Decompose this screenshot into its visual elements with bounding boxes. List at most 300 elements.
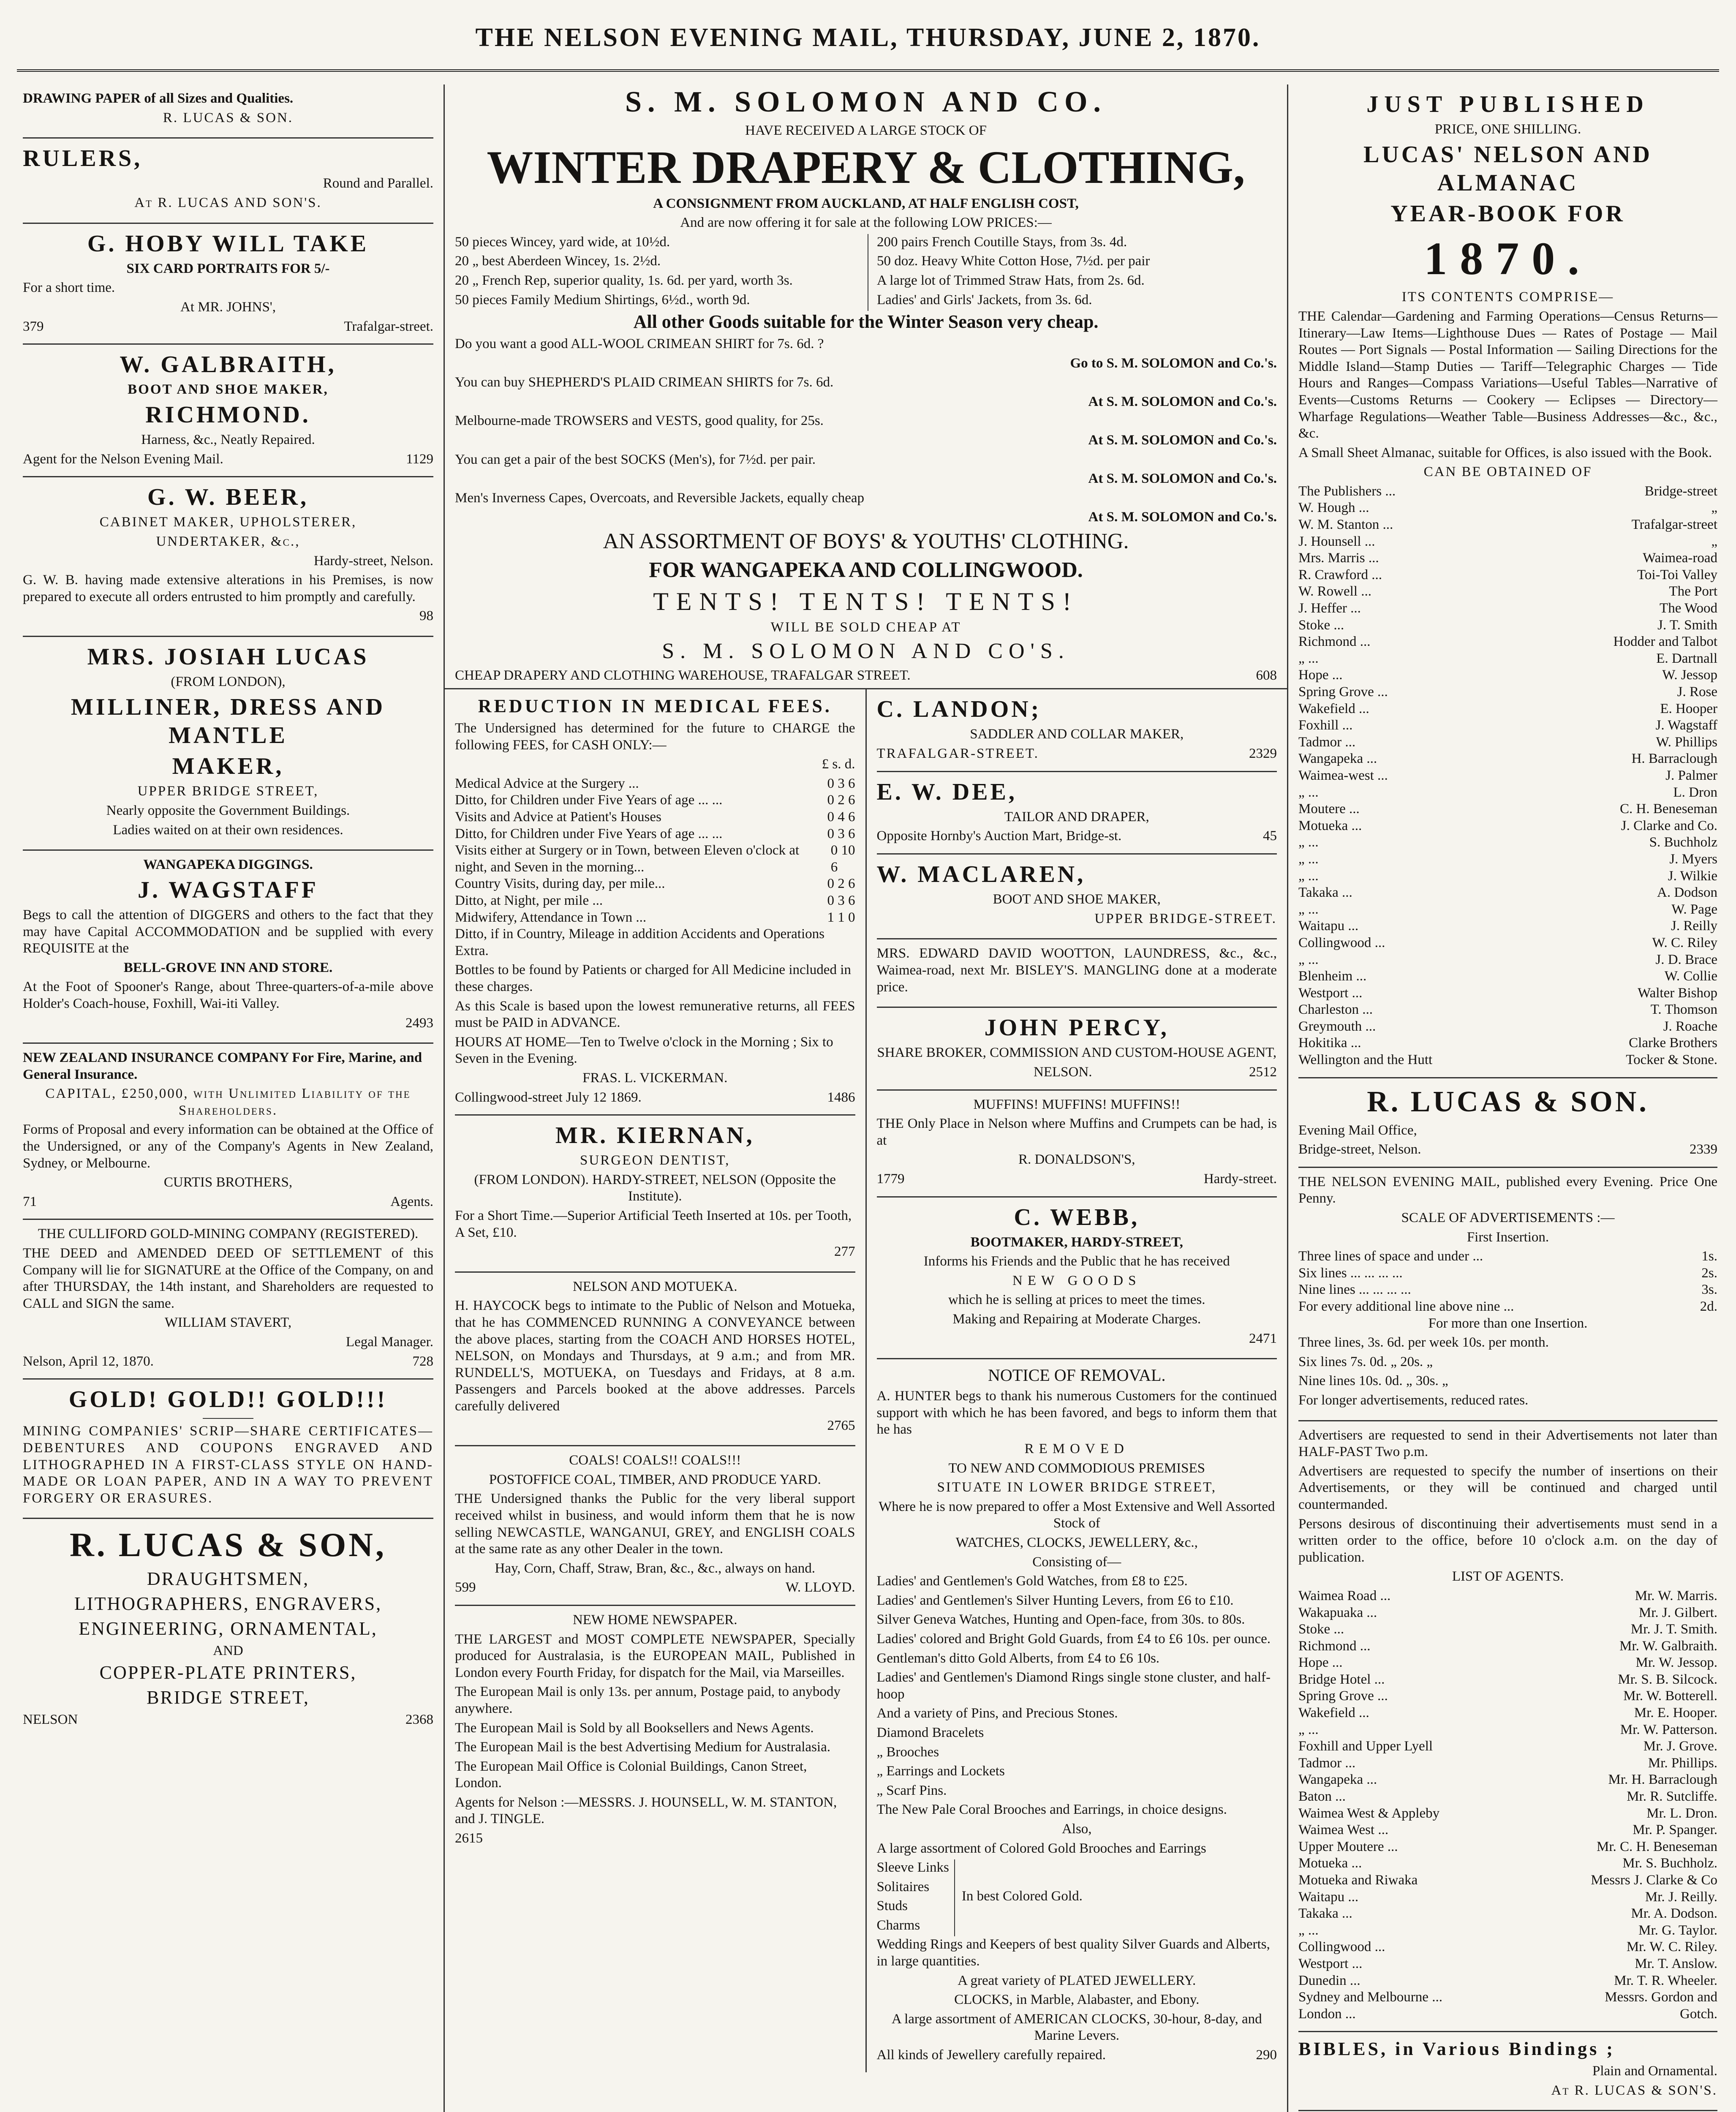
row-value: Mr. C. H. Beneseman [1597,1839,1717,1854]
row-label: Waitapu ... [1298,918,1359,934]
ad-text: HAVE RECEIVED A LARGE STOCK OF [745,123,987,138]
list-item: The New Pale Coral Brooches and Earrings, in choice designs. [876,1802,1227,1818]
row-label: Three lines of space and under ... [1298,1249,1483,1264]
ad-text: For a Short Time.—Superior Artificial Teeth Inserted at 10s. per Tooth, A Set, £10. [455,1208,852,1240]
row-label: „ ... [1298,1722,1319,1737]
offer-answer: At S. M. SOLOMON and Co.'s. [1088,471,1277,487]
agent-row [1298,583,1717,600]
ad-headline: WINTER DRAPERY & CLOTHING, [487,141,1245,193]
ad-signature: At R. LUCAS AND SON'S. [134,195,322,210]
row-value: Mr. H. Barraclough [1608,1772,1717,1788]
ad-text: Advertisers are requested to specify the number of insertions on their Advertisements, or they will be continued and charged until countermanded. [1298,1463,1717,1512]
row-value: Mr. G. Taylor. [1638,1922,1717,1938]
row-value: Mr. W. Patterson. [1620,1722,1717,1737]
agent-row [1298,818,1717,835]
ad-text: SADDLER AND COLLAR MAKER, [970,727,1184,742]
ad-text: Opposite Hornby's Auction Mart, Bridge-st. [876,828,1122,844]
ad-text: R. DONALDSON'S, [1018,1152,1135,1168]
agent-row [1298,1805,1717,1822]
ad-text: Legal Manager. [346,1334,433,1350]
fee-value: 0 3 6 [827,826,855,841]
fee-value: 0 3 6 [827,776,855,791]
row-value: Mr. S. B. Silcock. [1618,1671,1717,1687]
ad-text: Forms of Proposal and every information can be obtained at the Office of the Undersigned, or any of the Company's Agents in New Zealand, Sydney, or Melbourne. [23,1122,433,1171]
row-value: Mr. J. Gilbert. [1638,1605,1717,1620]
row-label: Westport ... [1298,985,1363,1001]
row-value: Mr. S. Buchholz. [1622,1856,1717,1871]
row-label: Foxhill ... [1298,718,1353,733]
fee-item: Ditto, at Night, per mile ... [455,893,603,908]
ad-heading: SCALE OF ADVERTISEMENTS :— [1401,1210,1615,1226]
row-label: R. Crawford ... [1298,567,1382,582]
row-label: Stoke ... [1298,617,1344,633]
ad-text: Ditto, if in Country, Mileage in addition Accidents and Operations Extra. [455,926,824,958]
list-item: „ Scarf Pins. [876,1783,947,1798]
row-label: Wakefield ... [1298,701,1369,716]
row-value: Mr. J. Reilly. [1645,1889,1717,1905]
ad-number: 2765 [827,1418,855,1433]
ad-text: which he is selling at prices to meet the times. [948,1292,1205,1308]
agent-list [1298,483,1717,1069]
offer-answer: Go to S. M. SOLOMON and Co.'s. [1070,355,1277,371]
ad-text: AN ASSORTMENT OF BOYS' & YOUTHS' CLOTHING. [603,529,1129,553]
ad-solomon [445,84,1287,684]
agent-row [1298,1772,1717,1788]
ad-text: BELL-GROVE INN AND STORE. [123,960,333,975]
agent-row [1298,1939,1717,1956]
ad-text: Begs to call the attention of DIGGERS and others to the fact that they may have Capital ACCOMMODATION and be supplied with every REQUISITE at the [23,907,433,956]
ad-scale [1298,1168,1717,1421]
agent-row [1298,1989,1717,2006]
ad-text: COPPER-PLATE PRINTERS, [99,1662,357,1683]
ad-text: MRS. EDWARD DAVID WOOTTON, LAUNDRESS, &c., &c., Waimea-road, next Mr. BISLEY'S. MANGLING done at a moderate price. [876,946,1277,995]
offer-question: Melbourne-made TROWSERS and VESTS, good quality, for 25s. [455,413,824,429]
agent-row [1298,1018,1717,1035]
fee-item: Visits and Advice at Patient's Houses [455,809,661,825]
ad-text: DRAWING PAPER of all Sizes and Qualities. [23,91,294,106]
ad-dee [877,772,1277,855]
row-label: „ ... [1298,868,1319,884]
row-label: J. Hounsell ... [1298,533,1375,549]
ad-text: H. HAYCOCK begs to intimate to the Public of Nelson and Motueka, that he has COMMENCED RUNNING A CONVEYANCE between the above places, starting from the COACH AND HORSES HOTEL, NELSON, on Mondays and Thursdays, at 9 a.m.; and from MR. RUNDELL'S, MOTUEKA, on Tuesdays and Fridays, at 8 a.m. Passengers and Parcels booked at the above addresses. Parcels carefully delivered [455,1298,855,1414]
agent-row [1298,985,1717,1002]
row-label: Tadmor ... [1298,1755,1356,1771]
ad-heading: RULERS, [23,145,143,172]
row-label: For every additional line above nine ... [1298,1299,1514,1314]
row-value: 2s. [1701,1265,1717,1281]
ad-text: HOURS AT HOME—Ten to Twelve o'clock in the Morning ; Six to Seven in the Evening. [455,1034,833,1067]
rate-row [1298,1282,1717,1298]
ad-text: Evening Mail Office, [1298,1122,1417,1138]
ad-text: First Insertion. [1467,1229,1549,1245]
offer-question: You can buy SHEPHERD'S PLAID CRIMEAN SHIRTS for 7s. 6d. [455,375,834,390]
row-label: Wangapeka ... [1298,751,1377,767]
row-label: Hope ... [1298,1655,1343,1671]
row-value: Gotch. [1680,2006,1717,2022]
ad-text: Agents for Nelson :—MESSRS. J. HOUNSELL, W. M. STANTON, and J. TINGLE. [455,1794,837,1827]
ad-text: A CONSIGNMENT FROM AUCKLAND, AT HALF ENGLISH COST, [653,196,1079,211]
ad-text: At MR. JOHNS', [180,299,276,315]
row-value: 3s. [1701,1282,1717,1298]
ad-text: TAILOR AND DRAPER, [1004,809,1149,825]
ad-text: Hay, Corn, Chaff, Straw, Bran, &c., &c., always on hand. [495,1560,816,1576]
ad-address: Trafalgar-street. [344,318,433,334]
row-label: Waimea West ... [1298,1822,1389,1838]
ad-text: All kinds of Jewellery carefully repaired. [876,2047,1106,2063]
row-value: Mr. T. Anslow. [1635,1956,1717,1971]
list-item: „ Brooches [876,1744,939,1760]
row-label: W. Rowell ... [1298,584,1371,599]
agent-row [1298,784,1717,801]
masthead: THE NELSON EVENING MAIL, THURSDAY, JUNE 2, 1870. [17,6,1719,72]
row-label: Waimea-west ... [1298,768,1388,783]
agent-row [1298,1822,1717,1839]
row-label: London ... [1298,2006,1356,2022]
agent-row [1298,868,1717,885]
agent-row [1298,1922,1717,1939]
ad-text: A. HUNTER begs to thank his numerous Customers for the continued support with which he has been favored, and begs to inform them that he has [876,1388,1277,1437]
ad-text: BOOT AND SHOE MAKER, [993,892,1161,907]
ad-heading: YEAR-BOOK FOR [1390,201,1625,227]
row-value: Messrs. Gordon and [1605,1990,1717,2005]
ad-number: 728 [412,1353,433,1369]
ad-text: The European Mail Office is Colonial Buildings, Canon Street, London. [455,1758,807,1791]
rate-row [1298,1298,1717,1315]
ad-heading: MR. KIERNAN, [555,1122,755,1149]
ad-heading: NEW HOME NEWSPAPER. [572,1612,737,1628]
list-item: Solitaires [876,1879,930,1894]
ad-number: 98 [419,608,433,624]
ad-text: Hardy-street. [1203,1171,1277,1187]
row-value: J. Roache [1663,1018,1717,1034]
row-label: Waimea Road ... [1298,1588,1391,1603]
row-value: J. Wilkie [1668,868,1717,884]
ad-text: SHARE BROKER, COMMISSION AND CUSTOM-HOUSE AGENT, [877,1045,1277,1061]
row-value: Walter Bishop [1638,985,1717,1001]
ad-text: UPPER BRIDGE-STREET. [1094,911,1277,926]
row-value: Messrs J. Clarke & Co [1591,1872,1717,1888]
ad-text: CABINET MAKER, UPHOLSTERER, [99,514,357,530]
ad-text: CAPITAL, £250,000, with Unlimited Liability of the Shareholders. [45,1086,411,1118]
ad-text: FOR WANGAPEKA AND COLLINGWOOD. [649,558,1083,582]
column-4 [1288,84,1728,2112]
ad-text: RICHMOND. [145,401,311,428]
agent-row [1298,801,1717,818]
ad-text: THE Undersigned thanks the Public for the very liberal support received whilst in business, and would inform them that he is now selling NEWCASTLE, WANGANUI, GREY, and ENGLISH COALS at the same rate as any other Dealer in the town. [455,1491,855,1557]
ad-number: 45 [1263,828,1277,844]
agent-row [1298,1973,1717,1990]
ad-text: Nine lines 10s. 0d. „ 30s. „ [1298,1373,1448,1389]
ad-text: THE LARGEST and MOST COMPLETE NEWSPAPER, Specially produced for Australasia, is the EUROPEAN MAIL, Published in London every Fourth Friday, for dispatch for the Mail, via Marseilles. [455,1631,855,1680]
row-label: Mrs. Marris ... [1298,550,1379,566]
ad-text: Advertisers are requested to send in their Advertisements not later than HALF-PAST Two p.m. [1298,1427,1717,1460]
ad-removal [877,1359,1277,2072]
ad-text: SURGEON DENTIST, [580,1153,730,1168]
ad-text: (FROM LONDON), [171,674,286,690]
ad-number: 2329 [1249,746,1277,762]
ad-heading: G. W. BEER, [147,484,309,511]
fee-header: £ s. d. [822,757,855,772]
row-value: The Port [1669,584,1717,599]
row-value: J. Myers [1669,851,1717,867]
agent-row [1298,1872,1717,1889]
row-label: Six lines ... ... ... ... [1298,1265,1403,1281]
ad-text: CLOCKS, in Marble, Alabaster, and Ebony. [954,1992,1200,2008]
ad-heading: R. LUCAS & SON. [1367,1085,1649,1118]
ad-heading: W. MACLAREN, [876,861,1086,887]
ad-wangapeka-diggings [23,851,433,1044]
row-value: Mr. W. Galbraith. [1619,1638,1717,1654]
row-label: Collingwood ... [1298,1939,1385,1955]
ad-text: CAN BE OBTAINED OF [1423,464,1592,480]
offer-answer: At S. M. SOLOMON and Co.'s. [1088,509,1277,525]
ad-text: ENGINEERING, ORNAMENTAL, [79,1618,378,1639]
ad-text: As this Scale is based upon the lowest remunerative returns, all FEES must be PAID in ADVANCE. [455,998,855,1031]
row-value: Clarke Brothers [1629,1035,1717,1051]
agent-row [1298,1956,1717,1973]
ad-text: NELSON. [1034,1064,1092,1080]
ad-culliford [23,1220,433,1380]
row-label: Wakapuaka ... [1298,1605,1377,1620]
row-label: Nine lines ... ... ... ... [1298,1282,1411,1298]
ad-heading: NOTICE OF REMOVAL. [988,1366,1166,1385]
ad-number: 290 [1256,2047,1277,2063]
ad-text: Plain and Ornamental. [1592,2063,1717,2079]
row-label: Greymouth ... [1298,1018,1376,1034]
ad-text: A Small Sheet Almanac, suitable for Offices, is also issued with the Book. [1298,445,1712,460]
agent-row [1298,567,1717,584]
row-label: Hokitika ... [1298,1035,1361,1051]
ad-text: POSTOFFICE COAL, TIMBER, AND PRODUCE YARD. [489,1472,821,1487]
offer-question: Do you want a good ALL-WOOL CRIMEAN SHIRT for 7s. 6d. ? [455,336,824,351]
divider [203,1418,253,1419]
fee-item: Country Visits, during day, per mile... [455,876,665,892]
ad-text: Bridge-street, Nelson. [1298,1142,1421,1157]
row-label: Spring Grove ... [1298,684,1388,699]
ad-text: LITHOGRAPHERS, ENGRAVERS, [74,1593,382,1614]
ad-text: Where he is now prepared to offer a Most Extensive and Well Assorted Stock of [879,1499,1275,1531]
ad-text: Also, [1061,1821,1092,1837]
agent-row [1298,935,1717,952]
ad-number: 2615 [455,1831,483,1846]
ad-text: THE Only Place in Nelson where Muffins and Crumpets can be had, is at [876,1116,1277,1148]
row-value: C. H. Beneseman [1620,801,1717,817]
ad-text: Collingwood-street July 12 1869. [455,1089,642,1105]
ad-text: DRAUGHTSMEN, [147,1568,310,1589]
ad-text: The European Mail is Sold by all Booksellers and News Agents. [455,1720,814,1736]
ad-heading: JUST PUBLISHED [1366,91,1649,117]
ad-heading: NEW ZEALAND INSURANCE COMPANY For Fire, Marine, and General Insurance. [23,1050,422,1082]
row-label: Motueka ... [1298,818,1362,833]
ad-number: 1486 [827,1089,855,1105]
row-value: Mr. Phillips. [1648,1755,1717,1771]
rate-row [1298,1248,1717,1265]
agent-row [1298,1755,1717,1772]
agent-row [1298,918,1717,935]
row-value: J. Clarke and Co. [1621,818,1717,833]
ad-muffins [877,1091,1277,1198]
list-item: Ladies' colored and Bright Gold Guards, from £4 to £6 10s. per ounce. [876,1631,1271,1647]
ad-coals [455,1446,855,1606]
offer-question: You can get a pair of the best SOCKS (Men's), for 7½d. per pair. [455,452,816,467]
agent-row [1298,717,1717,734]
agent-row [1298,734,1717,751]
ad-text: MINING COMPANIES' SCRIP—SHARE CERTIFICATES—DEBENTURES AND COUPONS ENGRAVED AND LITHOGRAPHED IN A FIRST-CLASS STYLE ON HAND-MADE OR LOAN PAPER, AND IN A WAY TO PREVENT FORGERY OR ERASURES. [23,1423,433,1506]
list-item: „ Earrings and Lockets [876,1764,1005,1779]
row-value: Waimea-road [1643,550,1717,566]
ad-text: Nelson, April 12, 1870. [23,1353,154,1369]
ad-text: TO NEW AND COMMODIOUS PREMISES [948,1460,1205,1476]
ad-text: NELSON [23,1712,78,1727]
ad-text: For more than one Insertion. [1428,1315,1588,1331]
ad-lucas-milliner [23,637,433,851]
ad-medical-fees [455,689,855,1116]
fee-value: 0 2 6 [827,876,855,892]
row-label: Waimea West & Appleby [1298,1805,1440,1821]
agent-row [1298,851,1717,868]
row-value: The Wood [1660,601,1717,616]
offer-answer: At S. M. SOLOMON and Co.'s. [1088,432,1277,448]
ad-text: Hardy-street, Nelson. [313,553,433,569]
ad-signature: R. LUCAS & SON. [163,110,294,125]
row-label: Wangapeka ... [1298,1772,1377,1788]
agent-row [1298,1722,1717,1739]
ad-number: 2471 [1249,1331,1277,1346]
ad-text: A large assortment of Colored Gold Brooches and Earrings [876,1840,1206,1856]
row-value: Mr. W. C. Riley. [1626,1939,1717,1955]
price-item: 50 pieces Family Medium Shirtings, 6½d., worth 9d. [455,292,750,308]
row-value: Mr. T. R. Wheeler. [1614,1973,1717,1988]
agent-row [1298,701,1717,718]
agent-row [1298,1588,1717,1605]
ad-number: 599 [455,1580,476,1595]
ad-webb [877,1198,1277,1360]
ad-heading: GOLD! GOLD!! GOLD!!! [68,1386,388,1413]
row-value: Mr. W. Botterell. [1623,1688,1717,1704]
ad-text: The European Mail is only 13s. per annum, Postage paid, to anybody anywhere. [455,1684,841,1716]
list-item: Ladies' and Gentlemen's Diamond Rings single stone cluster, and half-hoop [876,1670,1271,1702]
row-label: Wakefield ... [1298,1705,1369,1721]
row-label: Blenheim ... [1298,969,1367,984]
ad-text: UPPER BRIDGE STREET, [137,784,319,799]
ad-text: CURTIS BROTHERS, [163,1175,293,1190]
agent-row [1298,1621,1717,1638]
ad-heading: MUFFINS! MUFFINS! MUFFINS!! [973,1097,1181,1112]
ad-heading: MILLINER, DRESS AND MANTLE [71,694,386,748]
ad-text: WATCHES, CLOCKS, JEWELLERY, &c., [955,1535,1198,1550]
row-value: E. Dartnall [1656,650,1717,666]
agent-row [1298,1002,1717,1018]
row-label: Takaka ... [1298,1906,1352,1921]
row-value: Mr. E. Hooper. [1634,1705,1717,1721]
row-value: H. Barraclough [1631,751,1717,767]
ad-text: SITUATE IN LOWER BRIDGE STREET, [937,1480,1217,1495]
offer-question: Men's Inverness Capes, Overcoats, and Reversible Jackets, equally cheap [455,490,865,506]
row-label: Tadmor ... [1298,734,1356,750]
row-label: Richmond ... [1298,1638,1371,1654]
ad-number: 1129 [406,451,433,467]
ad-number: 2493 [405,1015,433,1031]
column-1 [13,84,444,2112]
row-value: Mr. J. Grove. [1643,1739,1717,1754]
ad-text: UNDERTAKER, &c., [156,534,300,550]
row-label: Collingwood ... [1298,935,1385,950]
ad-wootton [877,939,1277,1008]
ad-text: THE DEED and AMENDED DEED OF SETTLEMENT of this Company will lie for SIGNATURE at the Office of the Company, on and after THURSDAY, the 14th instant, and Shareholders are requested to CALL and SIGN the same. [23,1246,433,1311]
ad-text: And are now offering it for sale at the following LOW PRICES:— [680,215,1052,231]
ad-text: S. M. SOLOMON AND CO'S. [662,639,1070,664]
row-value: Trafalgar-street [1631,517,1717,533]
row-label: „ ... [1298,901,1319,917]
ad-number: 1779 [876,1171,905,1187]
row-value: Toi-Toi Valley [1637,567,1717,582]
list-item: Sleeve Links [876,1860,949,1875]
ad-heading: E. W. DEE, [876,778,1017,805]
ad-text: (FROM LONDON). HARDY-STREET, NELSON (Opposite the Institute). [474,1172,836,1204]
list-item: And a variety of Pins, and Precious Stones. [876,1706,1118,1721]
ad-almanac [1298,84,1717,1078]
price-item: A large lot of Trimmed Straw Hats, from 2s. 6d. [877,272,1145,288]
ad-gold [23,1380,433,1519]
ad-text: WILLIAM STAVERT, [164,1315,292,1331]
row-value: Tocker & Stone. [1626,1052,1717,1068]
list-item: Gentleman's ditto Gold Alberts, from £4 to £6 10s. [876,1650,1160,1666]
row-value: J. T. Smith [1657,617,1717,633]
row-value: J. Palmer [1665,768,1717,783]
row-value: Mr. J. T. Smith. [1630,1622,1717,1637]
row-value: Mr. W. Jessop. [1635,1655,1717,1671]
row-value: Mr. R. Sutcliffe. [1627,1789,1717,1804]
ad-heading: LUCAS' NELSON AND ALMANAC [1363,141,1652,196]
ad-notices [1298,1421,1717,2033]
ad-text: TENTS! TENTS! TENTS! [653,587,1079,615]
ad-text: WILL BE SOLD CHEAP AT [770,619,961,635]
row-label: Moutere ... [1298,801,1360,817]
row-value: L. Dron [1673,784,1717,800]
ad-heading: MRS. JOSIAH LUCAS [87,644,369,670]
list-item: Ladies' and Gentlemen's Gold Watches, from £8 to £25. [876,1573,1188,1589]
row-label: Dunedin ... [1298,1973,1361,1988]
agent-row [1298,667,1717,684]
ad-heading: LIST OF AGENTS. [1452,1569,1564,1584]
row-value: Bridge-street [1644,483,1717,499]
ad-text: Harness, &c., Neatly Repaired. [141,432,315,448]
agent-row [1298,885,1717,901]
agent-row [1298,1788,1717,1805]
ad-text: THE Calendar—Gardening and Farming Operations—Census Returns—Itinerary—Law Items—Lighthouse Dues — Rates of Postage — Mail Routes — Port Signals — Postal Information — Sailing Directions for the Middle Island—Stamp Duties — Tariff—Telegraphic Charges — Tide Hours and Ranges—Compass Variations—Useful Tables—Narrative of Events—Customs Returns — Cookery — Eclipses — Directory— Wharfage Regulations—Weather Table—Business Addresses—&c., &c., &c. [1298,308,1717,441]
ad-lucas-mail [1298,1078,1717,1168]
row-label: Motueka ... [1298,1856,1362,1871]
ad-beer [23,477,433,637]
list-item: Charms [876,1917,920,1933]
row-label: Hope ... [1298,667,1343,683]
agent-row [1298,952,1717,969]
ad-heading: REDUCTION IN MEDICAL FEES. [478,696,832,717]
row-label: „ ... [1298,835,1319,850]
row-label: Baton ... [1298,1789,1346,1804]
row-value: J. D. Brace [1655,952,1717,967]
row-value: 1s. [1701,1249,1717,1264]
ad-heading: THE CULLIFORD GOLD-MINING COMPANY (REGISTERED). [38,1226,419,1242]
price-item: 50 doz. Heavy White Cotton Hose, 7½d. per pair [877,253,1150,269]
ad-signature: W. LLOYD. [785,1580,855,1595]
ad-text: ITS CONTENTS COMPRISE— [1401,289,1614,305]
ad-nz-insurance [23,1044,433,1220]
ad-kiernan [455,1116,855,1273]
row-label: W. M. Stanton ... [1298,517,1393,533]
ad-text: For longer advertisements, reduced rates. [1298,1392,1529,1408]
ad-text: BOOTMAKER, HARDY-STREET, [970,1234,1183,1250]
